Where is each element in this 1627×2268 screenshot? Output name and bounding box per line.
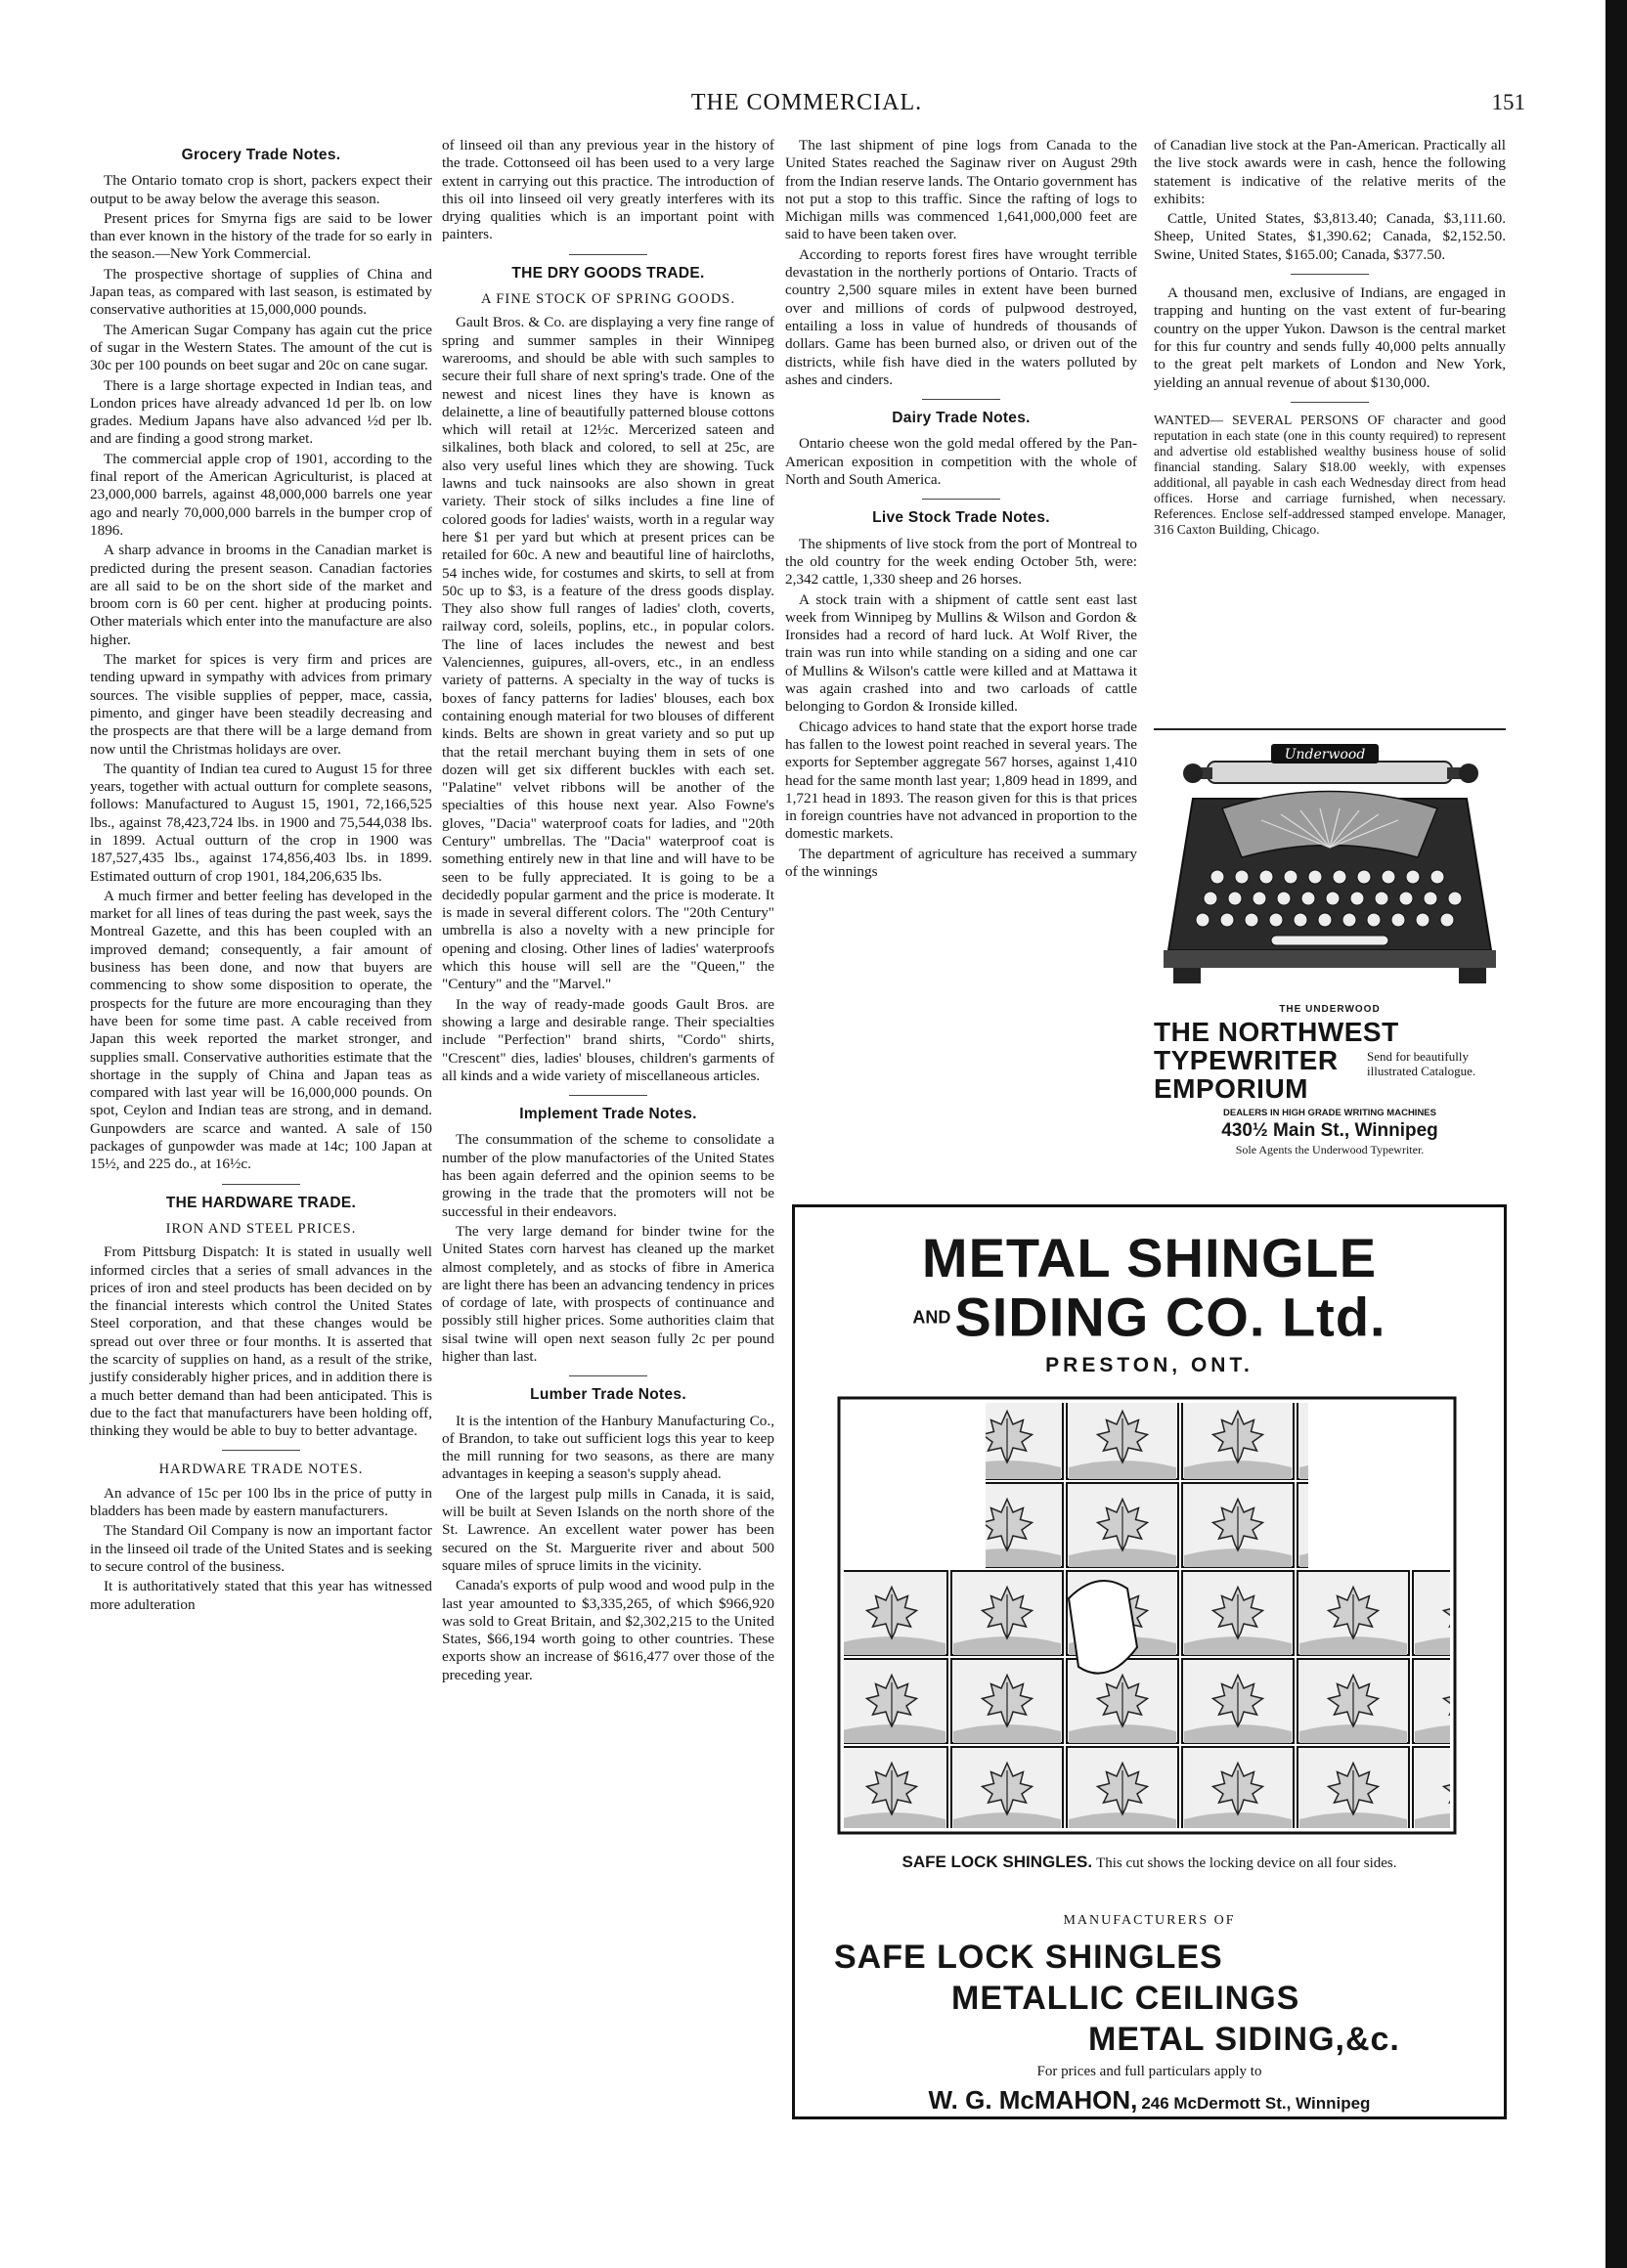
hardware-note: An advance of 15c per 100 lbs in the price of putty in bladders has been made by eastern manufacturers. xyxy=(90,1484,432,1520)
dairy-heading: Dairy Trade Notes. xyxy=(892,410,1031,427)
grocery-para: The quantity of Indian tea cured to August 15 for three years, together with actual outturn for complete seasons, follows: Manufactured to August 15, 1901, 72,166,525 lbs., against 78,423,724 lbs. in 1900 and 75,544,038 lbs. in 1899. Actual outturn of the crop in 1900 was 187,527,435 lbs., against 174,856,403 lbs. in 1899. Estimated outturn of crop 1901, 184,206,635 lbs. xyxy=(90,760,432,885)
column-4 xyxy=(1154,137,1506,540)
column-4-para: Cattle, United States, $3,813.40; Canada, $3,111.60. Sheep, United States, $1,390.62; Canada, $2,152.50. Swine, United States, $165.00; Canada, $377.50. xyxy=(1154,210,1506,263)
grocery-para: The prospective shortage of supplies of China and Japan teas, as compared with last season, is estimated by conservative authorities at 15,000,000 pounds. xyxy=(90,265,432,319)
safe-lock-note: This cut shows the locking device on all four sides. xyxy=(1096,1855,1397,1871)
divider xyxy=(222,1184,300,1185)
agent-address: 246 McDermott St., Winnipeg xyxy=(1141,2094,1371,2113)
column-3-para: According to reports forest fires have wrought terrible devastation in the northerly portions of Ontario. Tracts of country 2,500 square miles in extent have been burned over and millions of cords of pulpwood destroyed, entailing a loss in value of hundreds of thousands of dollars. Game has been burned also, or driven out of the districts, while fish have died in the waters polluted by ashes and cinders. xyxy=(785,245,1137,388)
metal-ad-title-2: SIDING CO. Ltd. xyxy=(954,1286,1386,1348)
typewriter-illustration xyxy=(1154,740,1506,999)
hardware-note: The Standard Oil Company is now an important factor in the linseed oil trade of the United States and is seeking to secure control of the business. xyxy=(90,1522,432,1575)
grocery-para: Present prices for Smyrna figs are said to be lower than ever known in the history of the trade for so early in the season.—New York Commercial. xyxy=(90,209,432,263)
product-safe-lock: SAFE LOCK SHINGLES xyxy=(834,1939,1223,1976)
shingle-illustration xyxy=(834,1393,1460,1838)
dry-goods-para: In the way of ready-made goods Gault Bros. are showing a large and desirable range. Their specialties include "Perfection" brand shirts, "Cordo" shirts, "Crescent" dies, ladies' blouses, children's garments of all kinds and a wide variety of miscellaneous articles. xyxy=(442,995,774,1084)
iron-subheading: IRON AND STEEL PRICES. xyxy=(165,1220,357,1237)
dairy-para: Ontario cheese won the gold medal offered by the Pan-American exposition in competition with the whole of North and South America. xyxy=(785,435,1137,489)
divider xyxy=(569,254,647,255)
grocery-para: The market for spices is very firm and prices are tending upward in sympathy with advices from primary sources. The visible supplies of pepper, mace, cassia, pimento, and ginger have been steadily decreasing and the prospects are that there will be a large demand from now until the Christmas holidays are over. xyxy=(90,651,432,758)
typewriter-agents: Sole Agents the Underwood Typewriter. xyxy=(1235,1143,1425,1156)
divider xyxy=(1291,274,1369,275)
live-stock-heading: Live Stock Trade Notes. xyxy=(872,509,1050,527)
metal-ad-location: PRESTON, ONT. xyxy=(1045,1354,1253,1376)
hardware-heading: THE HARDWARE TRADE. xyxy=(165,1194,357,1211)
hardware-notes-subheading: HARDWARE TRADE NOTES. xyxy=(158,1461,364,1478)
grocery-para: The American Sugar Company has again cut the price of sugar in the Western States. The amount of the cut is 30c per 100 pounds on beet sugar and 20c on cane sugar. xyxy=(90,321,432,374)
grocery-para: The Ontario tomato crop is short, packers expect their output to be away below the average this season. xyxy=(90,172,432,207)
metal-ad-and: AND xyxy=(912,1307,951,1328)
product-siding: METAL SIDING,&c. xyxy=(1088,2021,1400,2058)
column-3 xyxy=(785,137,1137,883)
lumber-para: Canada's exports of pulp wood and wood pulp in the last year amounted to $3,335,265, of which $966,920 was sold to Great Britain, and $2,302,215 to the United States, $66,194 worth going to other countries. These exports show an increase of $616,477 over those of the preceding year. xyxy=(442,1577,774,1683)
live-stock-para: The department of agriculture has received a summary of the winnings xyxy=(785,845,1137,880)
typewriter-brand: Underwood xyxy=(1284,747,1366,763)
typewriter-ad xyxy=(1154,728,1506,1156)
implement-para: The very large demand for binder twine for the United States corn harvest has cleaned up the market almost completely, and as stocks of fibre in America are light there has been an advancing tendency in prices of cordage of late, with prospects of continuance and possibly still higher prices. Some authorities claim that sisal twine will open next season fully 2c per pound higher than last. xyxy=(442,1222,774,1365)
northwest-line: THE NORTHWEST xyxy=(1154,1017,1399,1047)
column-1 xyxy=(90,137,432,1616)
agent-name: W. G. McMAHON, xyxy=(928,2085,1138,2115)
divider xyxy=(1291,402,1369,403)
agent-line xyxy=(795,2085,1504,2115)
implement-heading: Implement Trade Notes. xyxy=(519,1106,697,1123)
metal-shingle-ad xyxy=(792,1204,1507,2119)
page-header xyxy=(88,90,1525,119)
publication-title: THE COMMERCIAL. xyxy=(690,90,923,115)
lumber-heading: Lumber Trade Notes. xyxy=(530,1386,686,1404)
column-3-para: The last shipment of pine logs from Canada to the United States reached the Saginaw river on August 29th from the Indian reserve lands. The Ontario government has not put a stop to this traffic. Since the rafting of logs to Michigan mills was commenced 1,641,000,000 feet are said to have been taken over. xyxy=(785,137,1137,243)
live-stock-para: The shipments of live stock from the port of Montreal to the old country for the week ending October 5th, were: 2,342 cattle, 1,330 sheep and 26 horses. xyxy=(785,535,1137,589)
lumber-para: It is the intention of the Hanbury Manufacturing Co., of Brandon, to take out sufficient logs this year to keep the mill running for two seasons, as there are many advantages in keeping a season's supply ahead. xyxy=(442,1412,774,1483)
dealers-line: DEALERS IN HIGH GRADE WRITING MACHINES xyxy=(1223,1108,1436,1118)
divider xyxy=(922,399,1000,400)
divider xyxy=(222,1450,300,1451)
product-ceilings: METALLIC CEILINGS xyxy=(951,1980,1300,2017)
column-4-para: of Canadian live stock at the Pan-American. Practically all the live stock awards were in cash, hence the following statement is indicative of the relative merits of the exhibits: xyxy=(1154,137,1506,207)
grocery-para: A sharp advance in brooms in the Canadian market is predicted during the present season. Canadian factories are all said to be on the short side of the market and broom corn is 60 per cent. higher at producing points. Other materials which enter into the manufacture are also higher. xyxy=(90,542,432,648)
manufacturers-of: MANUFACTURERS OF xyxy=(1063,1913,1236,1928)
safe-lock-label: SAFE LOCK SHINGLES. xyxy=(901,1853,1093,1871)
divider xyxy=(922,499,1000,500)
iron-para: From Pittsburg Dispatch: It is stated in usually well informed circles that a series of small advances in the prices of iron and steel products has been decided on by the financial interests which control the United States Steel corporation, and that these changes would be spread out over three or four months. It is asserted that the scarcity of supplies on hand, as a result of the strike, justify considerably higher prices, and in addition there is a much better demand than had been anticipated. This is due to the fact that manufacturers have been holding off, thinking they would be able to buy to better advantage. xyxy=(90,1243,432,1440)
live-stock-para: A stock train with a shipment of cattle sent east last week from Winnipeg by Mullins & Wilson and Gordon & Ironsides had a record of hard luck. At Wolf River, the train was run into while standing on a siding and one car of Mullins & Wilson's cattle were killed and at Mattawa it was again crashed into and two carloads of cattle belonging to Gordon & Ironside killed. xyxy=(785,590,1137,716)
column-4-para: A thousand men, exclusive of Indians, are engaged in trapping and hunting on the vast extent of fur-bearing country on the upper Yukon. Dawson is the central market for this fur country and sends fully 40,000 pelts annually to the great pelt markets of London and New York, yielding an annual revenue of about $130,000. xyxy=(1154,284,1506,391)
grocery-para: There is a large shortage expected in Indian teas, and London prices have already advanced 1d per lb. on low grades. Medium Japans have also advanced ½d per lb. and are finding a good strong market. xyxy=(90,376,432,448)
column-2 xyxy=(442,137,774,1686)
divider xyxy=(569,1095,647,1096)
typewriter-line: TYPEWRITER xyxy=(1154,1045,1339,1075)
page-edge xyxy=(1605,0,1627,2268)
grocery-para: A much firmer and better feeling has developed in the market for all lines of teas during the past week, says the Montreal Gazette, and this has been coupled with an improved demand; consequently, a fair amount of business has been done, and now that buyers are commencing to show some disposition to operate, the prospects for the future are more encouraging than they have been for some time past. A cable received from Japan this week reported the market stronger, and supplies small. Conservative authorities estimate that the shortage in the supply of China and Japan teas as compared with last year will be 16,000,000 pounds. On spot, Ceylon and Indian teas are strong, and in demand. Gunpowders are scarce and wanted. A sale of 150 packages of gunpowder was made at 14c; 100 Japan at 15½, and 225 do., at 16½c. xyxy=(90,887,432,1173)
hardware-note: It is authoritatively stated that this year has witnessed more adulteration xyxy=(90,1578,432,1613)
wanted-ad: WANTED— SEVERAL PERSONS OF character and good reputation in each state (one in this county required) to represent and advertise old established wealthy business house of solid financial standing. Salary $18.00 weekly, with expenses additional, all payable in cash each Wednesday direct from head offices. Horse and carriage furnished, when necessary. References. Enclose self-addressed stamped envelope. Manager, 316 Caxton Building, Chicago. xyxy=(1154,412,1506,537)
implement-para: The consummation of the scheme to consolidate a number of the plow manufactories of the United States has been again deferred and the opinion seems to be growing in the trade that the promoters will not be successful in their endeavors. xyxy=(442,1131,774,1220)
metal-ad-title-2-row xyxy=(795,1287,1504,1346)
dry-goods-heading: THE DRY GOODS TRADE. xyxy=(511,264,705,282)
emporium-line: EMPORIUM xyxy=(1154,1073,1308,1104)
spring-goods-subheading: A FINE STOCK OF SPRING GOODS. xyxy=(481,291,735,308)
grocery-heading: Grocery Trade Notes. xyxy=(181,147,341,163)
metal-ad-title-1: METAL SHINGLE xyxy=(921,1227,1378,1288)
continued-para: of linseed oil than any previous year in the history of the trade. Cottonseed oil has been used to a very large extent in carrying out this practice. The introduction of this oil into linseed oil very greatly interferes with its drying qualities which is an important point with painters. xyxy=(442,137,774,243)
typewriter-caption: THE UNDERWOOD xyxy=(1279,1004,1381,1015)
typewriter-address: 430½ Main St., Winnipeg xyxy=(1221,1120,1438,1141)
lumber-para: One of the largest pulp mills in Canada, it is said, will be built at Seven Islands on the north shore of the St. Lawrence. An excellent water power has been secured on the St. Marguerite river and about 500 square miles of spruce limits in the vicinity. xyxy=(442,1485,774,1574)
live-stock-para: Chicago advices to hand state that the export horse trade has fallen to the lowest point reached in several years. The exports for September aggregate 567 horses, against 1,410 head for the same month last year; 1,809 head in 1899, and 1,721 head in 1893. The reason given for this is that prices in foreign countries have not advanced in proportion to the domestic markets. xyxy=(785,718,1137,843)
catalogue-note: Send for beautifully illustrated Catalogue. xyxy=(1367,1049,1476,1078)
dry-goods-para: Gault Bros. & Co. are displaying a very fine range of spring and summer samples in their Winnipeg warerooms, and should be able with such samples to secure their full share of next spring's trade. One of the newest and nicest lines they have is known as delainette, a line of beautifully patterned blouse cottons which will retail at 12½c. Mercerized sateen and silkalines, both black and colored, to sell at 25c, are also very useful lines which they are showing. Tuck lawns and tuck nainsooks are also shown in great variety. Their stock of silks includes a fine line of colored goods for ladies' waists, worth in a regular way here $1 per yard but which at present prices can be retailed for 60c. A new and beautiful line of haircloths, 54 inches wide, for costumes and skirts, to sell at from 50c up to $3, is a feature of the dress goods display. They also show full ranges of ladies' cloth, coverts, railway cord, soleils, poplins, etc., in popular colors. The line of laces includes the newest and best Valenciennes, guipures, all-overs, etc., in an endless variety of patterns. A specialty in the way of tucks is boxes of fancy patterns for ladies' blouses, each box containing enough material for two blouses of different kinds. Belts are shown in great variety and so put up that the retail merchant buying them in sets of one dozen will get six different buckles with each set. "Palatine" velvet ribbons will be another of the specialties of this house next year. Also Fowne's gloves, "Dacia" waterproof coats for ladies, and "20th Century" umbrellas. The "Dacia" waterproof coat is something entirely new in that line and will have to be seen to be fully appreciated. It is going to be a decidedly popular garment and the price is moderate. It is made in several different colors. The "20th Century" umbrella is also a novelty with a new principle for opening and closing. Other lines of ladies' waterproofs which this house will sell are the "Queen," the "Century" and the "Marvel." xyxy=(442,314,774,993)
apply-line: For prices and full particulars apply to xyxy=(1036,2064,1262,2079)
divider xyxy=(569,1375,647,1376)
page-number: 151 xyxy=(1491,90,1525,114)
grocery-para: The commercial apple crop of 1901, according to the final report of the American Agriculturist, is placed at 23,000,000 barrels, against 48,000,000 barrels one year ago and nearly 70,000,000 barrels in the bumper crop of 1896. xyxy=(90,450,432,539)
safe-lock-line xyxy=(795,1853,1504,1872)
